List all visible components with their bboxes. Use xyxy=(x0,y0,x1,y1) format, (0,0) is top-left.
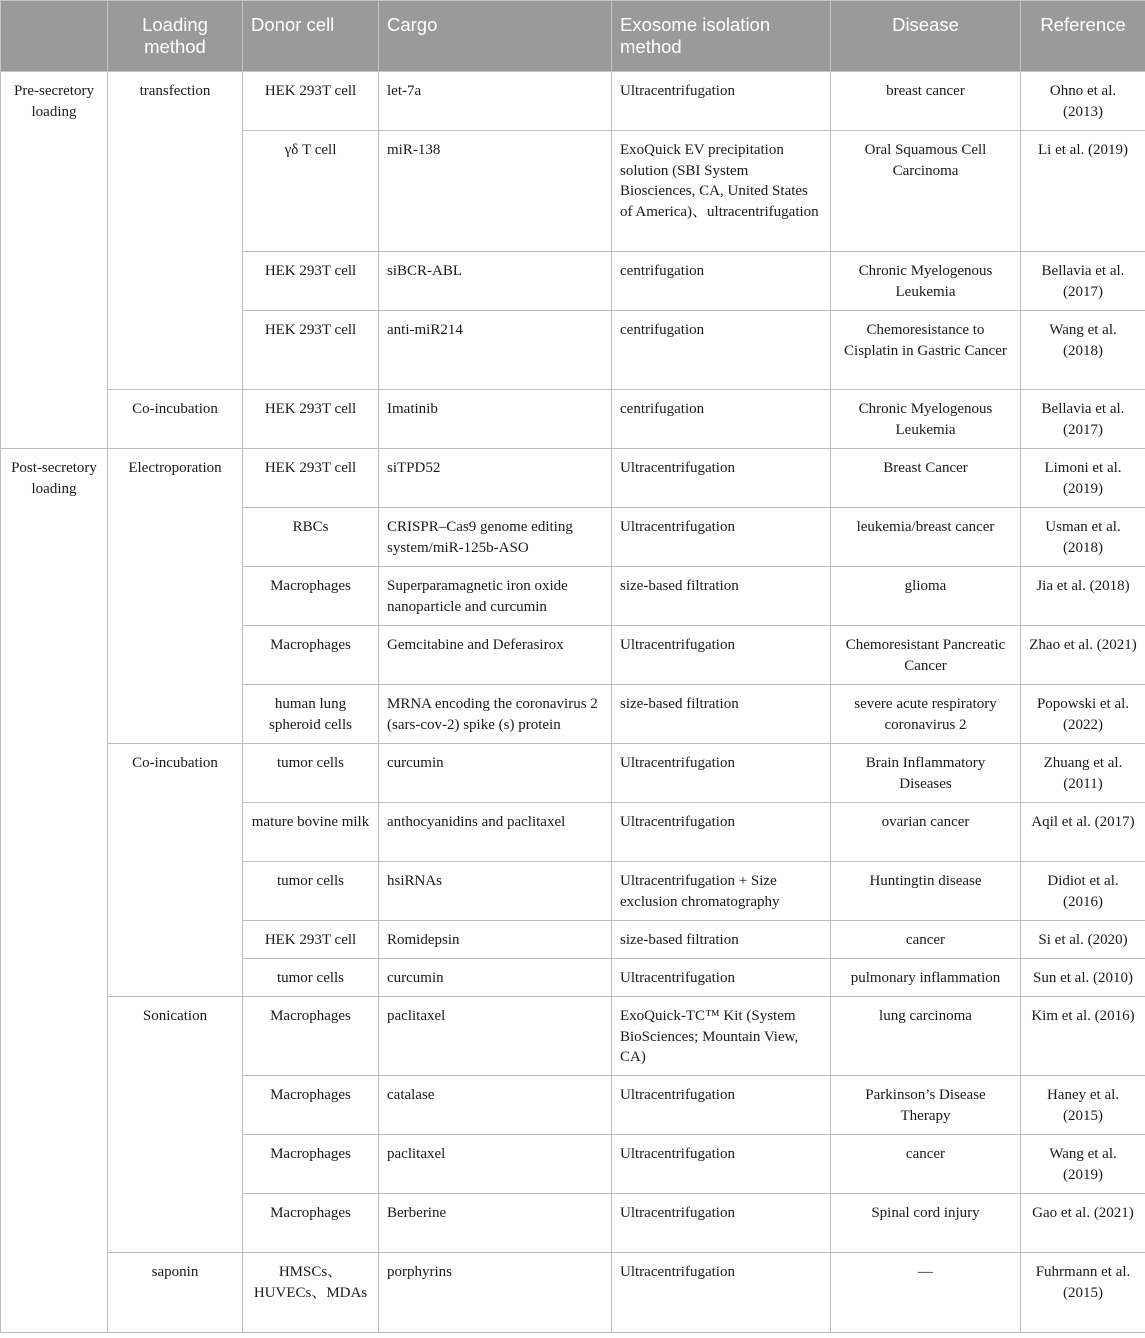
cargo-cell: MRNA encoding the coronavirus 2 (sars-cov-2) spike (s) protein xyxy=(379,685,612,744)
reference-cell: Didiot et al. (2016) xyxy=(1021,862,1145,921)
donor-cell: Macrophages xyxy=(243,626,379,685)
table-row xyxy=(1,72,1145,131)
disease-cell: cancer xyxy=(831,921,1021,959)
header-isolation-method: Exosome isolation method xyxy=(612,1,831,72)
disease-cell: — xyxy=(831,1253,1021,1333)
cargo-cell: curcumin xyxy=(379,744,612,803)
reference-cell: Aqil et al. (2017) xyxy=(1021,803,1145,862)
cargo-cell: catalase xyxy=(379,1076,612,1135)
disease-cell: Parkinson’s Disease Therapy xyxy=(831,1076,1021,1135)
disease-cell: Spinal cord injury xyxy=(831,1194,1021,1253)
disease-cell: breast cancer xyxy=(831,72,1021,131)
cargo-cell: CRISPR–Cas9 genome editing system/miR-125b-ASO xyxy=(379,508,612,567)
reference-cell: Li et al. (2019) xyxy=(1021,131,1145,252)
donor-cell: mature bovine milk xyxy=(243,803,379,862)
disease-cell: Chemoresistance to Cisplatin in Gastric Cancer xyxy=(831,311,1021,390)
disease-cell: ovarian cancer xyxy=(831,803,1021,862)
isolation-method-cell: Ultracentrifugation + Size exclusion chromatography xyxy=(612,862,831,921)
table-row xyxy=(1,449,1145,508)
donor-cell: Macrophages xyxy=(243,1135,379,1194)
disease-cell: Chronic Myelogenous Leukemia xyxy=(831,252,1021,311)
disease-cell: Huntingtin disease xyxy=(831,862,1021,921)
disease-cell: Brain Inflammatory Diseases xyxy=(831,744,1021,803)
reference-cell: Wang et al. (2018) xyxy=(1021,311,1145,390)
cargo-cell: let-7a xyxy=(379,72,612,131)
isolation-method-cell: Ultracentrifugation xyxy=(612,1076,831,1135)
cargo-cell: curcumin xyxy=(379,959,612,997)
cargo-cell: Superparamagnetic iron oxide nanoparticle and curcumin xyxy=(379,567,612,626)
donor-cell: Macrophages xyxy=(243,567,379,626)
header-section xyxy=(1,1,108,72)
donor-cell: human lung spheroid cells xyxy=(243,685,379,744)
donor-cell: γδ T cell xyxy=(243,131,379,252)
section-label: Pre-secretory loading xyxy=(1,72,108,449)
isolation-method-cell: Ultracentrifugation xyxy=(612,1253,831,1333)
reference-cell: Kim et al. (2016) xyxy=(1021,997,1145,1076)
donor-cell: HEK 293T cell xyxy=(243,72,379,131)
reference-cell: Limoni et al. (2019) xyxy=(1021,449,1145,508)
cargo-cell: Romidepsin xyxy=(379,921,612,959)
table-row xyxy=(1,390,1145,449)
table-row xyxy=(1,1253,1145,1333)
cargo-cell: anti-miR214 xyxy=(379,311,612,390)
isolation-method-cell: size-based filtration xyxy=(612,685,831,744)
isolation-method-cell: ExoQuick-TC™ Kit (System BioSciences; Mountain View, CA) xyxy=(612,997,831,1076)
reference-cell: Wang et al. (2019) xyxy=(1021,1135,1145,1194)
reference-cell: Sun et al. (2010) xyxy=(1021,959,1145,997)
isolation-method-cell: Ultracentrifugation xyxy=(612,72,831,131)
isolation-method-cell: Ultracentrifugation xyxy=(612,626,831,685)
reference-cell: Bellavia et al. (2017) xyxy=(1021,390,1145,449)
loading-method-cell: Co-incubation xyxy=(108,390,243,449)
isolation-method-cell: Ultracentrifugation xyxy=(612,1135,831,1194)
reference-cell: Jia et al. (2018) xyxy=(1021,567,1145,626)
isolation-method-cell: size-based filtration xyxy=(612,567,831,626)
disease-cell: glioma xyxy=(831,567,1021,626)
donor-cell: tumor cells xyxy=(243,862,379,921)
reference-cell: Usman et al. (2018) xyxy=(1021,508,1145,567)
donor-cell: HEK 293T cell xyxy=(243,311,379,390)
cargo-cell: porphyrins xyxy=(379,1253,612,1333)
cargo-cell: Gemcitabine and Deferasirox xyxy=(379,626,612,685)
donor-cell: Macrophages xyxy=(243,1076,379,1135)
header-donor-cell: Donor cell xyxy=(243,1,379,72)
disease-cell: Chemoresistant Pancreatic Cancer xyxy=(831,626,1021,685)
table-row xyxy=(1,744,1145,803)
header-reference: Reference xyxy=(1021,1,1145,72)
isolation-method-cell: Ultracentrifugation xyxy=(612,508,831,567)
isolation-method-cell: ExoQuick EV precipitation solution (SBI System Biosciences, CA, United States of America)、ultracentrifugation xyxy=(612,131,831,252)
reference-cell: Fuhrmann et al. (2015) xyxy=(1021,1253,1145,1333)
cargo-cell: anthocyanidins and paclitaxel xyxy=(379,803,612,862)
reference-cell: Haney et al. (2015) xyxy=(1021,1076,1145,1135)
cargo-cell: paclitaxel xyxy=(379,997,612,1076)
disease-cell: severe acute respiratory coronavirus 2 xyxy=(831,685,1021,744)
donor-cell: HEK 293T cell xyxy=(243,449,379,508)
reference-cell: Gao et al. (2021) xyxy=(1021,1194,1145,1253)
reference-cell: Popowski et al. (2022) xyxy=(1021,685,1145,744)
isolation-method-cell: Ultracentrifugation xyxy=(612,1194,831,1253)
cargo-cell: paclitaxel xyxy=(379,1135,612,1194)
cargo-cell: hsiRNAs xyxy=(379,862,612,921)
header-row xyxy=(1,1,1145,72)
donor-cell: HMSCs、HUVECs、MDAs xyxy=(243,1253,379,1333)
disease-cell: Oral Squamous Cell Carcinoma xyxy=(831,131,1021,252)
loading-method-cell: transfection xyxy=(108,72,243,390)
header-cargo: Cargo xyxy=(379,1,612,72)
isolation-method-cell: centrifugation xyxy=(612,252,831,311)
donor-cell: tumor cells xyxy=(243,959,379,997)
donor-cell: HEK 293T cell xyxy=(243,390,379,449)
donor-cell: tumor cells xyxy=(243,744,379,803)
isolation-method-cell: centrifugation xyxy=(612,390,831,449)
cargo-cell: miR-138 xyxy=(379,131,612,252)
disease-cell: pulmonary inflammation xyxy=(831,959,1021,997)
donor-cell: Macrophages xyxy=(243,997,379,1076)
section-label: Post-secretory loading xyxy=(1,449,108,1333)
disease-cell: cancer xyxy=(831,1135,1021,1194)
header-loading-method: Loading method xyxy=(108,1,243,72)
table-body xyxy=(1,72,1145,1333)
reference-cell: Bellavia et al. (2017) xyxy=(1021,252,1145,311)
donor-cell: Macrophages xyxy=(243,1194,379,1253)
disease-cell: Chronic Myelogenous Leukemia xyxy=(831,390,1021,449)
loading-method-cell: Electroporation xyxy=(108,449,243,744)
isolation-method-cell: size-based filtration xyxy=(612,921,831,959)
isolation-method-cell: Ultracentrifugation xyxy=(612,449,831,508)
donor-cell: HEK 293T cell xyxy=(243,921,379,959)
disease-cell: Breast Cancer xyxy=(831,449,1021,508)
cargo-cell: Berberine xyxy=(379,1194,612,1253)
header-disease: Disease xyxy=(831,1,1021,72)
loading-method-cell: Sonication xyxy=(108,997,243,1253)
isolation-method-cell: Ultracentrifugation xyxy=(612,744,831,803)
reference-cell: Si et al. (2020) xyxy=(1021,921,1145,959)
cargo-cell: Imatinib xyxy=(379,390,612,449)
cargo-cell: siBCR-ABL xyxy=(379,252,612,311)
isolation-method-cell: centrifugation xyxy=(612,311,831,390)
isolation-method-cell: Ultracentrifugation xyxy=(612,803,831,862)
donor-cell: RBCs xyxy=(243,508,379,567)
donor-cell: HEK 293T cell xyxy=(243,252,379,311)
cargo-cell: siTPD52 xyxy=(379,449,612,508)
loading-method-cell: saponin xyxy=(108,1253,243,1333)
reference-cell: Zhuang et al. (2011) xyxy=(1021,744,1145,803)
isolation-method-cell: Ultracentrifugation xyxy=(612,959,831,997)
disease-cell: leukemia/breast cancer xyxy=(831,508,1021,567)
reference-cell: Zhao et al. (2021) xyxy=(1021,626,1145,685)
disease-cell: lung carcinoma xyxy=(831,997,1021,1076)
table-row xyxy=(1,997,1145,1076)
reference-cell: Ohno et al. (2013) xyxy=(1021,72,1145,131)
loading-method-cell: Co-incubation xyxy=(108,744,243,997)
